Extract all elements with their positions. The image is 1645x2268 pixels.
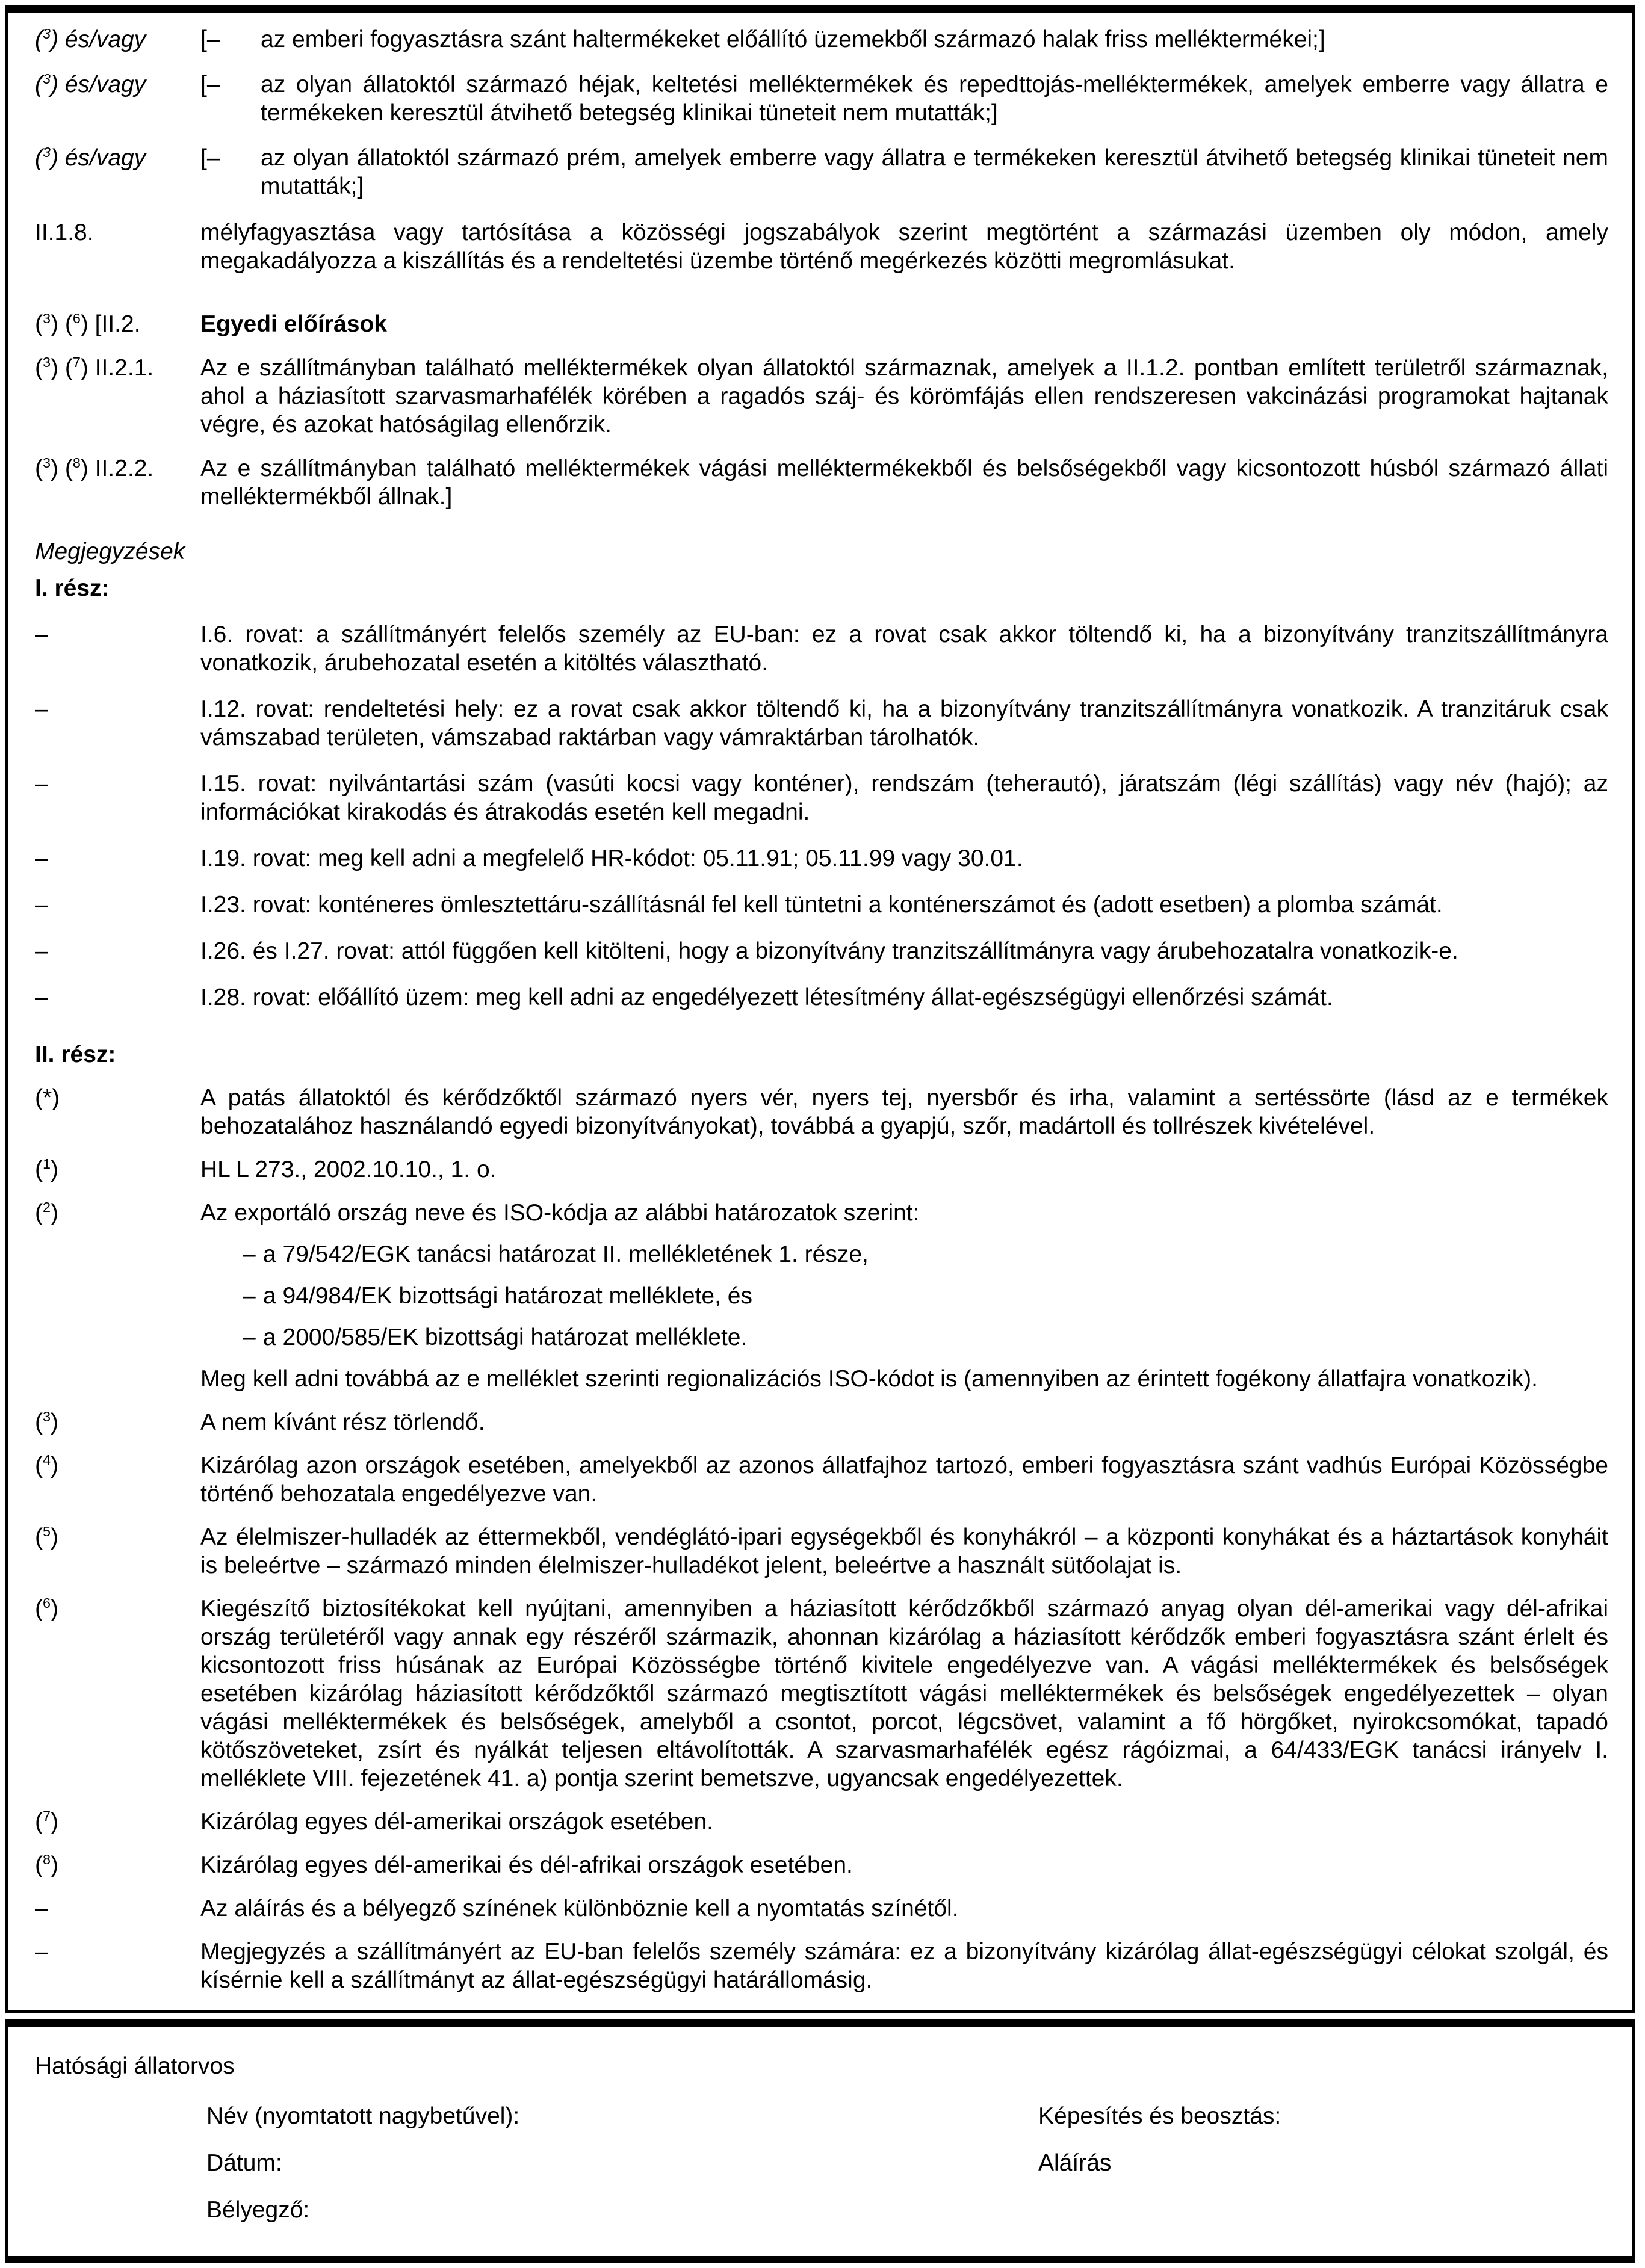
certificate-body bbox=[8, 25, 1632, 1994]
certificate-item bbox=[8, 1523, 1632, 1580]
certificate-item bbox=[8, 144, 1632, 200]
item-text: A nem kívánt rész törlendő. bbox=[200, 1409, 485, 1435]
signature-field-label: Aláírás bbox=[1038, 2150, 1112, 2176]
certificate-item bbox=[8, 1938, 1632, 1994]
item-label: ($^1$) bbox=[35, 1156, 59, 1182]
item-text: az olyan állatoktól származó prém, amelyek emberre vagy állatra e termékeken keresztül átvihető betegség klinikai tüneteit nem mutatták;] bbox=[261, 145, 1608, 199]
item-text: Kiegészítő biztosítékokat kell nyújtani, amennyiben a háziasított kérődzőkből származó anyag olyan dél-amerikai vagy dél-afrikai ország területéről vagy annak egy részéről származik, ahonnan kizárólag a háziasított kérődzők emberi fogyasztásra szánt érlelt és kicsontozott friss húsának az Európai Közösségbe történő kivitele engedélyezve van. A vágási melléktermékek és belsőségek esetében kizárólag háziasított kérődzőktől származó megtisztított vágási melléktermékek és belsőségek engedélyezettek – olyan vágási melléktermékek és belsőségek, amelyből a csontot, porcot, légcsövet, valamint a fő hörgőket, nyirokcsomókat, tapadó kötőszöveteket, zsírt és nyálkát teljesen eltávolították. A szarvasmarhafélék egész rágóizmai, a 64/433/EGK tanácsi irányelv I. melléklete VIII. fejezetének 41. a) pontja szerint bemetszve, ugyancsak engedélyezettek. bbox=[200, 1596, 1608, 1791]
item-text: Megjegyzés a szállítmányért az EU-ban felelős személy számára: ez a bizonyítvány kizárólag állat-egészségügyi célokat szolgál, és kísérnie kell a szállítmányt az állat-egészségügyi határállomásig. bbox=[200, 1939, 1608, 1993]
certificate-item bbox=[8, 310, 1632, 338]
item-label: – bbox=[35, 771, 48, 797]
certificate-item bbox=[8, 983, 1632, 1012]
certificate-item bbox=[8, 1084, 1632, 1140]
item-text: I.6. rovat: a szállítmányért felelős személy az EU-ban: ez a rovat csak akkor töltendő ki, ha a bizonyítvány tranzitszállítmányra vonatkozik, árubehozatal esetén a kitöltés választható. bbox=[200, 622, 1608, 676]
official-vet-section bbox=[8, 2027, 1632, 2224]
certificate-item bbox=[8, 25, 1632, 54]
item-text: I.26. és I.27. rovat: attól függően kell kitölteni, hogy a bizonyítvány tranzitszállítmányra vagy árubehozatalra vonatkozik-e. bbox=[200, 938, 1458, 964]
item-text: Az exportáló ország neve és ISO-kódja az alábbi határozatok szerint: bbox=[200, 1200, 920, 1226]
item-label: ($^6$) bbox=[35, 1595, 59, 1622]
vet-field-row bbox=[8, 2149, 1632, 2177]
certificate-item bbox=[8, 770, 1632, 826]
item-label: ($^4$) bbox=[35, 1452, 59, 1479]
certificate-item bbox=[8, 695, 1632, 752]
date-field-label: Dátum: bbox=[206, 2150, 282, 2176]
item-label: ($^3$) és/vagy bbox=[35, 71, 146, 97]
official-vet-box bbox=[5, 2019, 1635, 2263]
item-text: Kizárólag egyes dél-amerikai országok esetében. bbox=[200, 1809, 713, 1835]
item-text: Kizárólag azon országok esetében, amelyekből az azonos állatfajhoz tartozó, emberi fogyasztásra szánt vadhús Európai Közösségbe történő behozatala engedélyezve van. bbox=[200, 1453, 1608, 1507]
item-label: – bbox=[35, 1896, 48, 1921]
certificate-item bbox=[8, 537, 1632, 566]
item-label: – bbox=[35, 696, 48, 722]
sub-item-text: a 2000/585/EK bizottsági határozat melléklete. bbox=[263, 1324, 748, 1350]
item-text: Megjegyzések bbox=[35, 539, 185, 564]
vet-field-row bbox=[8, 2196, 1632, 2224]
item-text: I.12. rovat: rendeltetési hely: ez a rovat csak akkor töltendő ki, ha a bizonyítvány tranzitszállítmányra vonatkozik. A tranzitáruk csak vámszabad területen, vámszabad raktárban vagy vámraktárban tárolhatók. bbox=[200, 696, 1608, 750]
item-text: az emberi fogyasztásra szánt haltermékeket előállító üzemekből származó halak friss melléktermékei;] bbox=[261, 26, 1325, 52]
sub-item bbox=[200, 1323, 1608, 1352]
item-text: II. rész: bbox=[35, 1042, 116, 1068]
sub-item-text: a 94/984/EK bizottsági határozat melléklete, és bbox=[263, 1283, 752, 1309]
notes-box bbox=[5, 5, 1635, 2013]
item-text: Kizárólag egyes dél-amerikai és dél-afrikai országok esetében. bbox=[200, 1852, 853, 1878]
item-label: ($^3$) és/vagy bbox=[35, 26, 146, 52]
item-text: I.15. rovat: nyilvántartási szám (vasúti kocsi vagy konténer), rendszám (teherautó), járatszám (légi szállítás) vagy név (hajó); az információkat kirakodás és átrakodás esetén kell megadni. bbox=[200, 771, 1608, 825]
certificate-item bbox=[8, 1408, 1632, 1436]
certificate-item bbox=[8, 70, 1632, 127]
item-text: az olyan állatoktól származó héjak, keltetési melléktermékek és repedttojás-melléktermékek, amelyek emberre vagy állatra e termékeken keresztül átvihető betegség klinikai tüneteit nem mutatták;] bbox=[261, 72, 1608, 126]
sub-item-dash: – bbox=[243, 1324, 256, 1350]
certificate-item bbox=[8, 1595, 1632, 1793]
item-label: II.1.8. bbox=[35, 220, 94, 246]
certificate-item bbox=[8, 891, 1632, 919]
item-text: I.28. rovat: előállító üzem: meg kell adni az engedélyezett létesítmény állat-egészségügyi ellenőrzési számát. bbox=[200, 984, 1333, 1010]
item-after-text: Meg kell adni továbbá az e melléklet szerinti regionalizációs ISO-kódot is (amennyiben az érintett fogékony állatfajra vonatkozik). bbox=[200, 1366, 1538, 1392]
certificate-item bbox=[8, 844, 1632, 873]
sub-item bbox=[200, 1282, 1608, 1310]
certificate-item bbox=[8, 454, 1632, 511]
sub-item-text: a 79/542/EGK tanácsi határozat II. mellékletének 1. része, bbox=[263, 1241, 869, 1267]
certificate-item bbox=[8, 1451, 1632, 1508]
item-label: – bbox=[35, 938, 48, 964]
item-label: ($^2$) bbox=[35, 1199, 59, 1226]
sub-item-dash: – bbox=[243, 1283, 256, 1309]
sub-item-dash: – bbox=[243, 1241, 256, 1267]
item-label: ($^3$) ($^8$) II.2.2. bbox=[35, 455, 154, 481]
item-text: Az aláírás és a bélyegző színének különböznie kell a nyomtatás színétől. bbox=[200, 1896, 959, 1921]
official-vet-title: Hatósági állatorvos bbox=[35, 2053, 235, 2079]
certificate-item bbox=[8, 354, 1632, 439]
certificate-item bbox=[8, 218, 1632, 275]
item-text: I.23. rovat: konténeres ömlesztettáru-szállításnál fel kell tüntetni a konténerszámot és (adott esetben) a plomba számát. bbox=[200, 892, 1443, 918]
item-text: HL L 273., 2002.10.10., 1. o. bbox=[200, 1157, 497, 1182]
bracket-dash: [– bbox=[200, 26, 220, 52]
item-text: Az e szállítmányban található melléktermékek olyan állatoktól származnak, amelyek a II.1.2. pontban említett területről származnak, ahol a háziasított szarvasmarhafélék körében a ragadós száj- és körömfájás ellen rendszeresen vakcinázási programokat hajtanak végre, és azokat hatóságilag ellenőrzik. bbox=[200, 355, 1608, 437]
stamp-field-label: Bélyegző: bbox=[206, 2197, 310, 2223]
item-label: – bbox=[35, 845, 48, 871]
item-label: – bbox=[35, 984, 48, 1010]
item-label: – bbox=[35, 1939, 48, 1965]
item-label: ($^3$) ($^6$) [II.2. bbox=[35, 311, 141, 337]
item-text: mélyfagyasztása vagy tartósítása a közösségi jogszabályok szerint megtörtént a származási üzemben oly módon, amely megakadályozza a kiszállítás és a rendeltetési üzembe történő megérkezés közötti megromlásukat. bbox=[200, 220, 1608, 274]
item-label: ($^7$) bbox=[35, 1808, 59, 1835]
item-label: (*) bbox=[35, 1085, 60, 1111]
bracket-dash: [– bbox=[200, 72, 220, 97]
item-label: ($^5$) bbox=[35, 1524, 59, 1550]
certificate-item bbox=[8, 1199, 1632, 1393]
item-text: Az élelmiszer-hulladék az éttermekből, vendéglátó-ipari egységekből és konyhákról – a központi konyhákat és a háztartások konyháit is beleértve – származó minden élelmiszer-hulladékot jelent, beleértve a használt sütőolajat is. bbox=[200, 1524, 1608, 1578]
certificate-item bbox=[8, 620, 1632, 677]
item-label: – bbox=[35, 622, 48, 647]
item-label: ($^3$) bbox=[35, 1409, 59, 1435]
item-text: I. rész: bbox=[35, 575, 110, 601]
item-text: Az e szállítmányban található melléktermékek vágási melléktermékekből és belsőségekből vagy kicsontozott húsból származó állati melléktermékből állnak.] bbox=[200, 456, 1608, 510]
certificate-item bbox=[8, 574, 1632, 602]
item-label: ($^3$) és/vagy bbox=[35, 144, 146, 171]
item-text: A patás állatoktól és kérődzőktől származó nyers vér, nyers tej, nyersbőr és irha, valamint a sertéssörte (lásd az e termékek behozatalához használandó egyedi bizonyítványokat), továbbá a gyapjú, szőr, madártoll és tollrészek kivételével. bbox=[200, 1085, 1608, 1139]
qualification-field-label: Képesítés és beosztás: bbox=[1038, 2103, 1281, 2129]
item-text: I.19. rovat: meg kell adni a megfelelő HR-kódot: 05.11.91; 05.11.99 vagy 30.01. bbox=[200, 845, 1023, 871]
certificate-item bbox=[8, 1808, 1632, 1836]
sub-item bbox=[200, 1240, 1608, 1268]
certificate-item bbox=[8, 1851, 1632, 1879]
name-field-label: Név (nyomtatott nagybetűvel): bbox=[206, 2103, 520, 2129]
certificate-item bbox=[8, 1894, 1632, 1923]
certificate-item bbox=[8, 1040, 1632, 1069]
item-label: ($^8$) bbox=[35, 1852, 59, 1878]
certificate-item bbox=[8, 937, 1632, 965]
item-label: – bbox=[35, 892, 48, 918]
item-label: ($^3$) ($^7$) II.2.1. bbox=[35, 354, 154, 381]
item-text: Egyedi előírások bbox=[200, 311, 387, 337]
bracket-dash: [– bbox=[200, 145, 220, 171]
vet-field-row bbox=[8, 2102, 1632, 2130]
certificate-item bbox=[8, 1155, 1632, 1184]
